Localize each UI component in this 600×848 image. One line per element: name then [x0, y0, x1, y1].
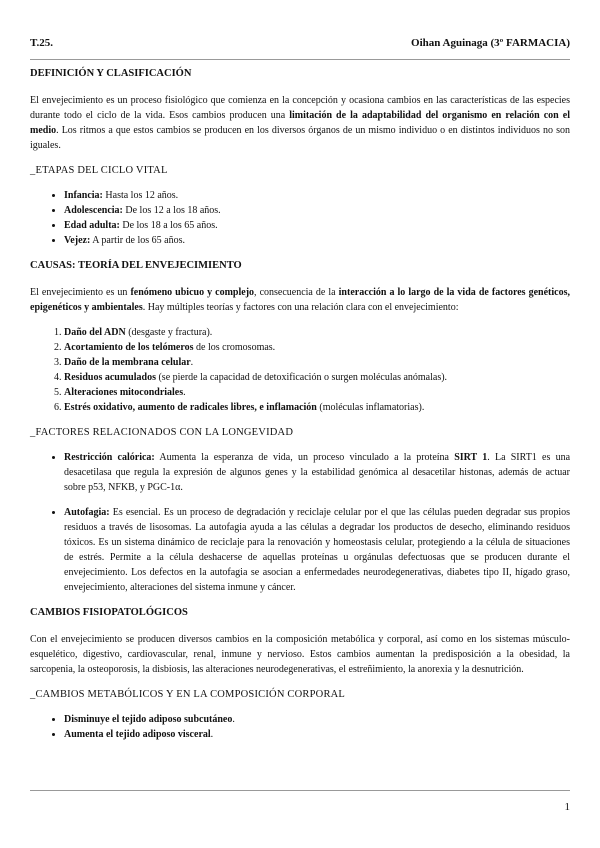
list-item-text: (moléculas inflamatorias).: [316, 402, 425, 413]
list-item: [64, 400, 570, 415]
paragraph-cambios: Con el envejecimiento se producen diversos cambios en la composición metabólica y corporal, así como en los sistemas músculo-esquelético, digestivo, cardiovascular, renal, inmune y nervioso. Estos cambios aumentan la predisposición a la obesidad, la sarcopenia, la osteoporosis, la disbiosis, las alteraciones neurodegenerativas, el estreñimiento, la anorexia y la desnutrición.: [30, 634, 570, 675]
footer-divider: [30, 790, 570, 791]
list-item-label: Disminuye el tejido adiposo subcutáneo: [64, 714, 233, 725]
list-item-label: Vejez:: [64, 235, 91, 246]
list-item: [64, 505, 570, 595]
list-item-label: Adolescencia:: [64, 205, 123, 216]
text-run: . La SIRT1 es una desacetilasa que regula la expresión de algunos genes y la estabilidad genómica al desacetilar histonas, además de actuar sobre p53, NFKB, y PGC-1α.: [64, 452, 571, 493]
paragraph-definicion: [30, 93, 570, 153]
list-item: [64, 727, 570, 742]
document-body: [30, 62, 570, 752]
list-item: [64, 233, 570, 248]
list-item: [64, 325, 570, 340]
list-item-label: Daño del ADN: [64, 327, 126, 338]
causes-list: [30, 325, 570, 415]
list-item-text: (desgaste y fractura).: [125, 327, 213, 338]
list-item: [64, 370, 570, 385]
list-item: [64, 712, 570, 727]
list-item: [64, 218, 570, 233]
list-item: [64, 385, 570, 400]
list-item: [64, 450, 570, 495]
text-run: Aumenta la esperanza de vida, un proceso vinculado a la proteína: [154, 452, 455, 463]
list-item-text: (se pierde la capacidad de detoxificación o surgen moléculas anómalas).: [155, 372, 448, 383]
list-item-text: .: [190, 357, 194, 368]
text-run: , consecuencia de la: [254, 287, 339, 298]
section-title-causas: CAUSAS: TEORÍA DEL ENVEJECIMIENTO: [30, 260, 242, 271]
subsection-title-longevidad: _FACTORES RELACIONADOS CON LA LONGEVIDAD: [30, 427, 294, 438]
changes-list: [30, 712, 570, 742]
bold-run: fenómeno ubicuo y complejo: [130, 287, 255, 298]
list-item-label: Aumenta el tejido adiposo visceral: [64, 729, 211, 740]
factors-list: [30, 450, 570, 595]
list-item-text: De los 12 a los 18 años.: [122, 205, 221, 216]
list-item-text: .: [210, 729, 214, 740]
section-title-cambios: CAMBIOS FISIOPATOLÓGICOS: [30, 607, 188, 618]
list-item-label: Residuos acumulados: [64, 372, 156, 383]
list-item-text: .: [183, 387, 186, 398]
list-item-label: Acortamiento de los telómeros: [64, 342, 194, 353]
list-item: [64, 355, 570, 370]
list-item-label: Daño de la membrana celular: [64, 357, 191, 368]
bold-run: limitación de la adaptabilidad del organismo en relación con el medio: [30, 110, 570, 136]
list-item-label: Restricción calórica:: [64, 452, 155, 463]
text-run: El envejecimiento es un: [30, 287, 131, 298]
section-title-definicion: DEFINICIÓN Y CLASIFICACIÓN: [30, 68, 192, 79]
list-item-label: Infancia:: [64, 190, 103, 201]
list-item-text: Hasta los 12 años.: [102, 190, 179, 201]
bold-run: SIRT 1: [454, 452, 488, 463]
list-item-label: Estrés oxidativo, aumento de radicales libres, e inflamación: [64, 402, 317, 413]
list-item: [64, 340, 570, 355]
list-item-text: de los cromosomas.: [193, 342, 276, 353]
list-item-text: De los 18 a los 65 años.: [119, 220, 218, 231]
header-left: T.25.: [30, 37, 54, 49]
list-item-text: Es esencial. Es un proceso de degradación y reciclaje celular por el que las células pueden degradar sus propios residuos a través de lisosomas. La autofagia ayuda a las células a degradar los productos de desecho, eliminando residuos tóxicos. Es un sistema dinámico de reciclaje para la renovación y homeostasis celular, protegiendo a la célula de situaciones de estrés. Permite a la célula deshacerse de aquellas proteínas u orgánulas defectuosas que se producen durante el envejecimiento. Los defectos en la autofagia se asocian a enfermedades neurodegenerativas, diabetes tipo II, hígado graso, envejecimiento, alteraciones del sistema inmune y cáncer.: [64, 507, 570, 593]
paragraph-causas: [30, 285, 570, 315]
list-item: [64, 203, 570, 218]
stages-list: [30, 188, 570, 248]
list-item-label: Alteraciones mitocondriales: [64, 387, 184, 398]
header-divider: [30, 59, 570, 60]
list-item-label: Autofagia:: [64, 507, 110, 518]
list-item-label: Edad adulta:: [64, 220, 120, 231]
text-run: . Los ritmos a que estos cambios se producen en los diversos órganos de un mismo individuo o en distintos individuos no son iguales.: [30, 125, 570, 151]
page-number: 1: [564, 801, 570, 813]
text-run: El envejecimiento es un proceso fisiológico que comienza en la concepción y ocasiona cambios en las características de las especies durante todo el ciclo de la vida. Esos cambios producen una: [30, 95, 570, 121]
list-item-text: .: [232, 714, 235, 725]
page-header: [30, 36, 570, 51]
text-run: . Hay múltiples teorías y factores con una relación clara con el envejecimiento:: [142, 302, 459, 313]
list-item-text: A partir de los 65 años.: [90, 235, 185, 246]
bold-run: interacción a lo largo de la vida de factores genéticos, epigenéticos y ambientales: [30, 287, 570, 313]
header-right: Oihan Aguinaga (3º FARMACIA): [411, 37, 570, 49]
subsection-title-metabolicos: _CAMBIOS METABÓLICOS Y EN LA COMPOSICIÓN CORPORAL: [30, 689, 346, 700]
subsection-title-etapas: _ETAPAS DEL CICLO VITAL: [30, 165, 168, 176]
list-item: [64, 188, 570, 203]
